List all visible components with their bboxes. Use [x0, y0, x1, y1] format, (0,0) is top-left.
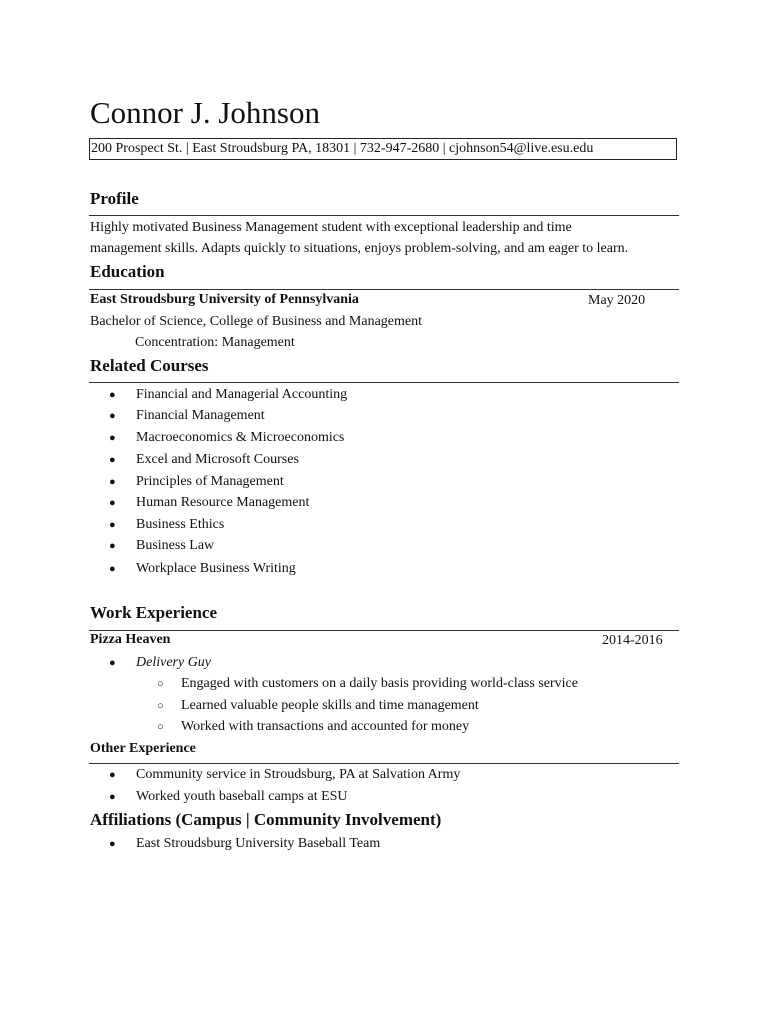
employment-dates: 2014-2016 — [602, 633, 663, 648]
list-item: ● East Stroudsburg University Baseball Team — [109, 833, 380, 855]
bullet-icon: ● — [109, 540, 116, 552]
work-divider — [89, 630, 679, 631]
profile-heading: Profile — [90, 189, 139, 208]
bullet-icon: ● — [109, 476, 116, 488]
bullet-icon: ● — [109, 791, 116, 803]
employer-name: Pizza Heaven — [90, 632, 171, 647]
job-role: ● Delivery Guy — [109, 652, 211, 674]
list-item: ● Business Law — [109, 535, 214, 557]
list-item: ● Macroeconomics & Microeconomics — [109, 427, 344, 449]
bullet-icon: ● — [109, 410, 116, 422]
bullet-icon: ● — [109, 838, 116, 850]
profile-divider — [89, 215, 679, 216]
concentration: Concentration: Management — [135, 335, 295, 350]
graduation-date: May 2020 — [588, 293, 646, 308]
sub-bullet-icon: ○ — [157, 700, 164, 712]
bullet-icon: ● — [109, 497, 116, 509]
list-item: ● Worked youth baseball camps at ESU — [109, 786, 348, 808]
list-item: ○ Worked with transactions and accounted for money — [157, 716, 469, 738]
list-item: ● Business Ethics — [109, 514, 224, 536]
candidate-name: Connor J. Johnson — [90, 95, 320, 130]
list-item: ● Human Resource Management — [109, 492, 309, 514]
sub-bullet-icon: ○ — [157, 721, 164, 733]
list-item: ● Financial Management — [109, 405, 265, 427]
contact-info-box — [89, 138, 677, 160]
bullet-icon: ● — [109, 769, 116, 781]
affiliations-heading: Affiliations (Campus | Community Involvement) — [90, 810, 442, 829]
list-item: ● Excel and Microsoft Courses — [109, 449, 299, 471]
courses-divider — [89, 382, 679, 383]
courses-heading: Related Courses — [90, 356, 209, 375]
bullet-icon: ● — [109, 563, 116, 575]
work-heading: Work Experience — [90, 603, 218, 622]
bullet-icon: ● — [109, 432, 116, 444]
bullet-icon: ● — [109, 389, 116, 401]
list-item: ● Workplace Business Writing — [109, 558, 296, 580]
list-item: ○ Engaged with customers on a daily basis providing world-class service — [157, 673, 578, 695]
list-item: ● Community service in Stroudsburg, PA at Salvation Army — [109, 764, 460, 786]
bullet-icon: ● — [109, 657, 116, 669]
list-item: ○ Learned valuable people skills and time management — [157, 695, 479, 717]
degree: Bachelor of Science, College of Business and Management — [90, 314, 423, 329]
school-name: East Stroudsburg University of Pennsylvania — [90, 292, 359, 307]
other-experience-heading: Other Experience — [90, 741, 196, 756]
list-item: ● Financial and Managerial Accounting — [109, 384, 347, 406]
bullet-icon: ● — [109, 454, 116, 466]
bullet-icon: ● — [109, 519, 116, 531]
sub-bullet-icon: ○ — [157, 678, 164, 690]
list-item: ● Principles of Management — [109, 471, 284, 493]
contact-line: 200 Prospect St. | East Stroudsburg PA, 18301 | 732-947-2680 | cjohnson54@live.esu.edu — [91, 141, 594, 156]
profile-line-2: management skills. Adapts quickly to situations, enjoys problem-solving, and am eager to learn. — [90, 241, 629, 256]
education-heading: Education — [90, 262, 165, 281]
profile-line-1: Highly motivated Business Management student with exceptional leadership and time — [90, 220, 572, 235]
